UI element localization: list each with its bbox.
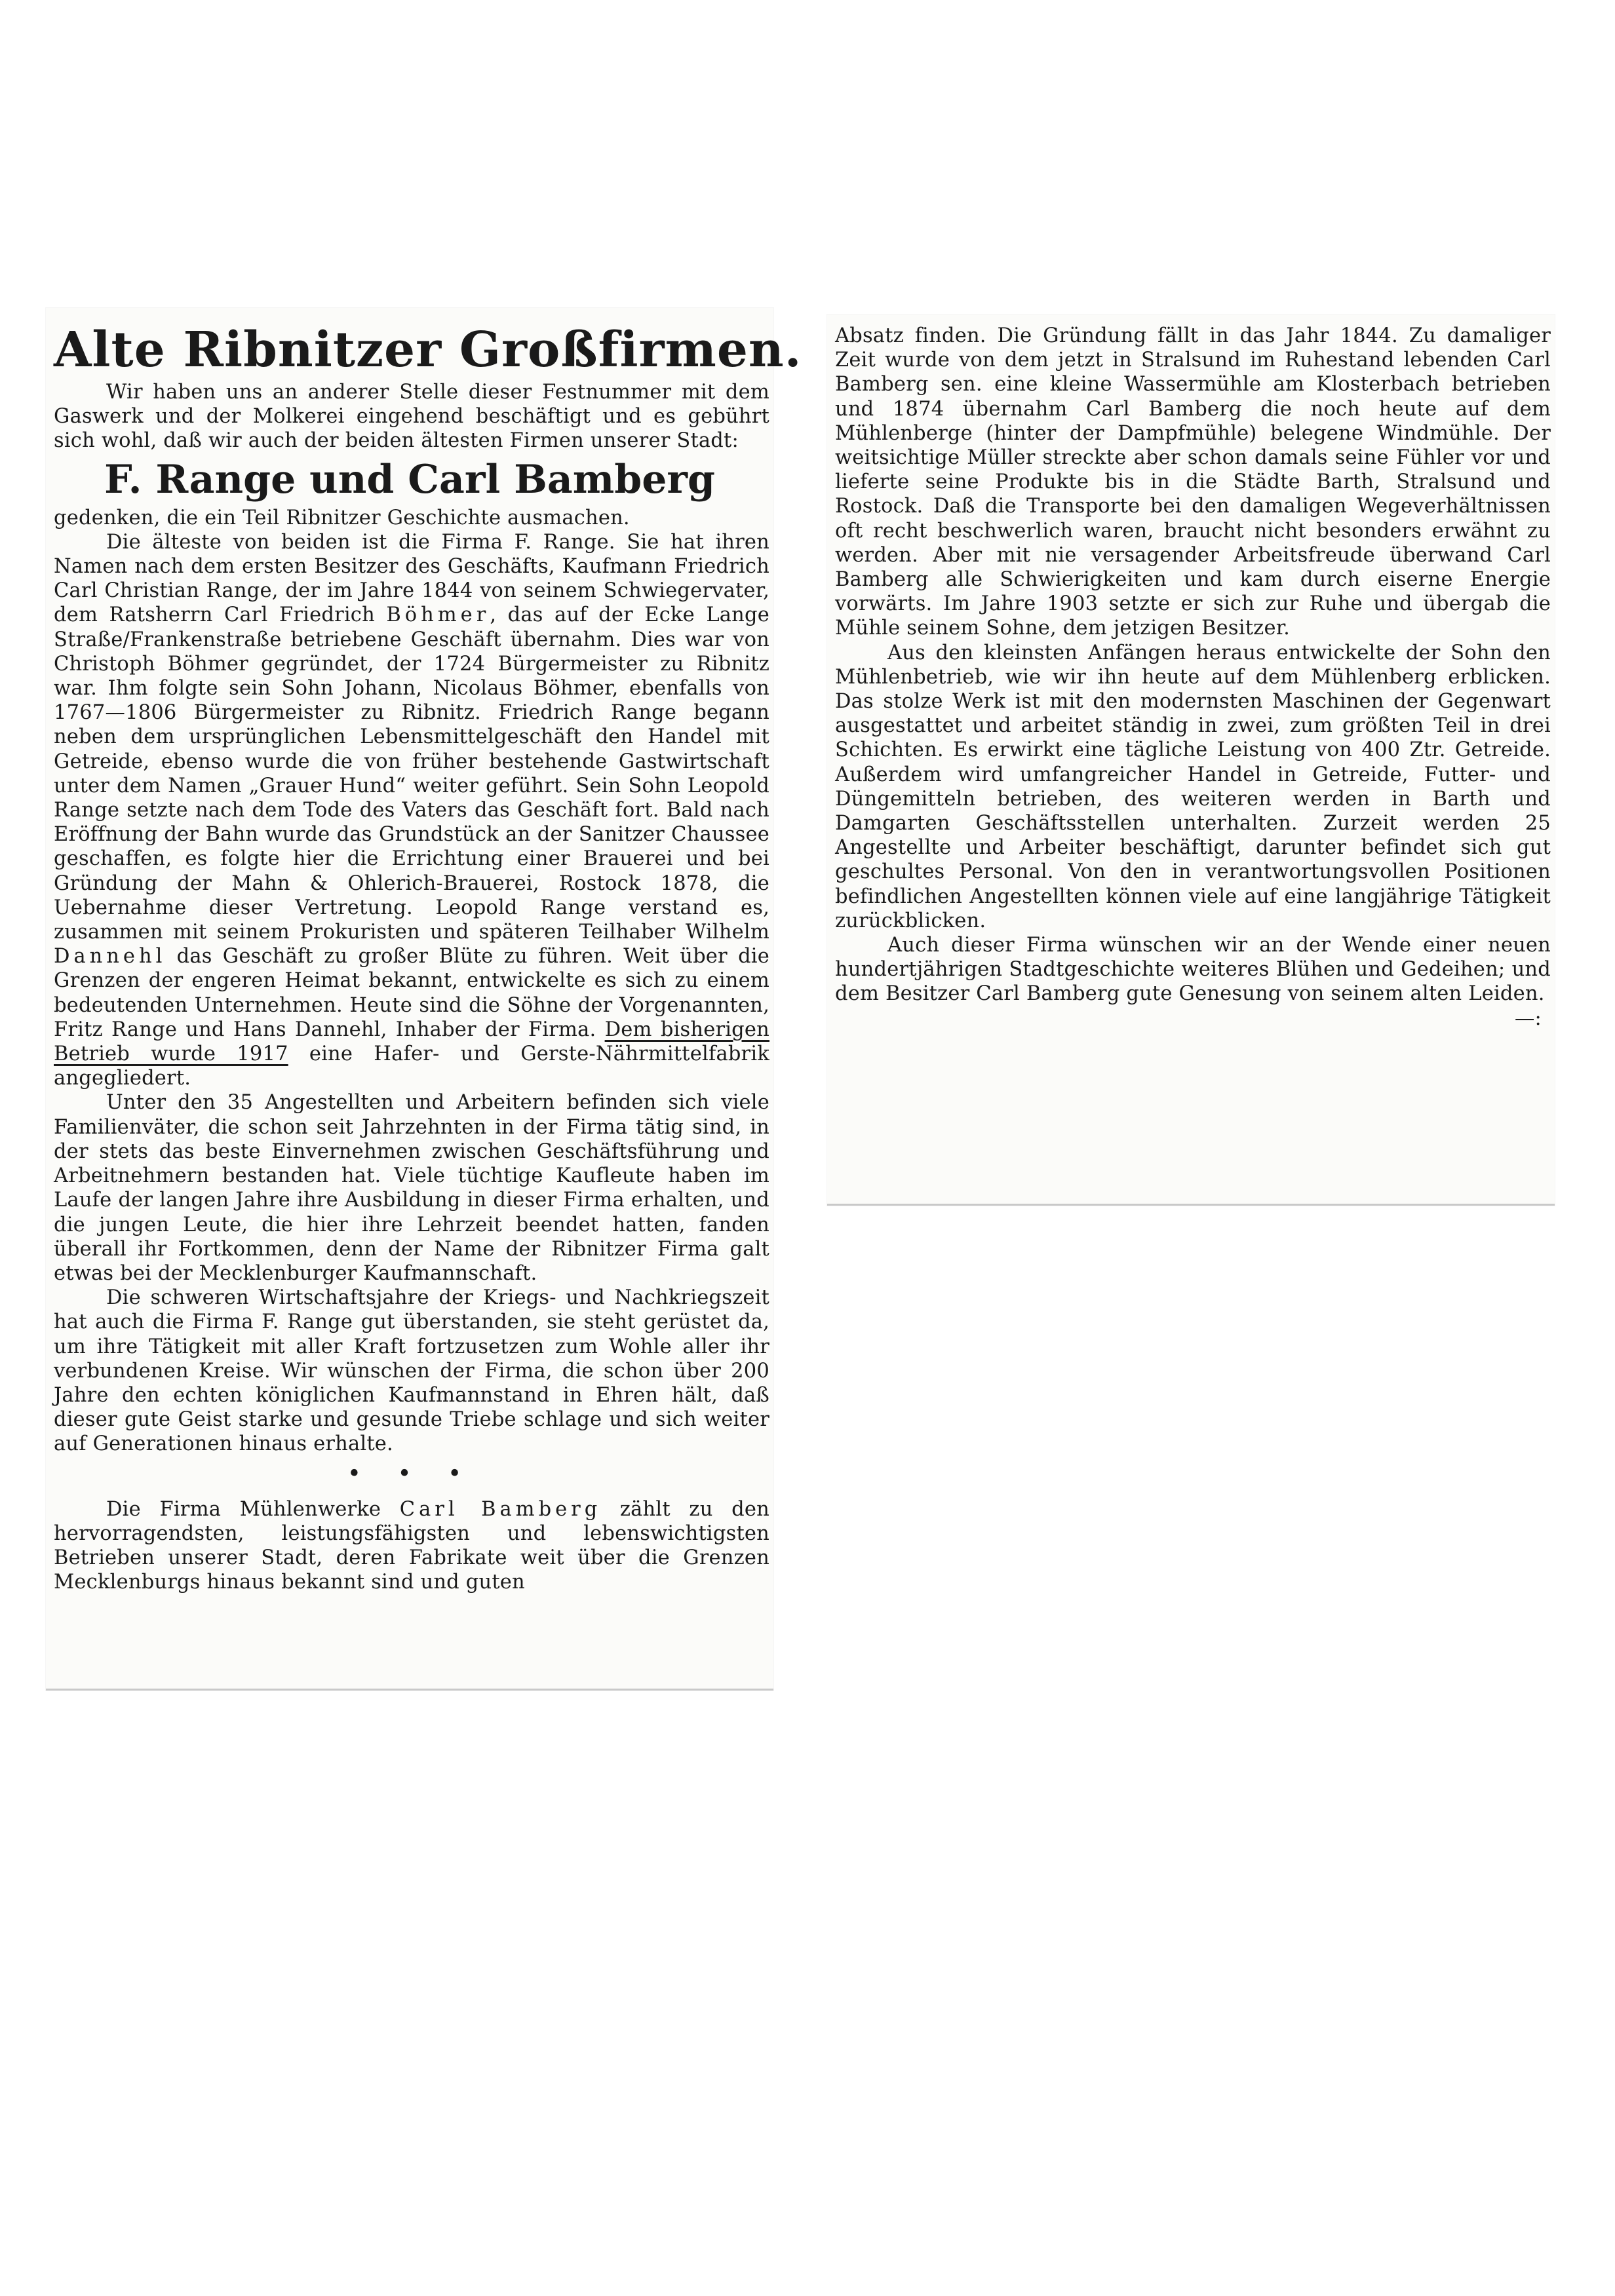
intro-end-line: gedenken, die ein Teil Ribnitzer Geschichte ausmachen. — [54, 506, 630, 529]
bamberg-paragraph-3: Auch dieser Firma wünschen wir an der Wende einer neuen hundertjährigen Stadtgeschichte weiteres Blühen und Gedeihen; und dem Besitzer Carl Bamberg gute Genesung von seinem alten Leiden. —: — [835, 934, 1551, 1030]
underlined-phrase: Dem bisherigen Betrieb wurde 1917 — [54, 1018, 769, 1066]
name-dannehl: Dannehl — [54, 945, 166, 968]
article-body-left — [46, 380, 773, 453]
clip-edge — [827, 1204, 1555, 1206]
range-paragraph-2: Unter den 35 Angestellten und Arbeitern befinden sich viele Familienväter, die schon seit Jahrzehnten in der Firma tätig sind, in der stets das beste Einvernehmen zwischen Geschäftsführung und Arbeitnehmern bestanden hat. Viele tüchtige Kaufleute haben im Laufe der langen Jahre ihre Ausbildung in dieser Firma erhalten, und die jungen Leute, die hier ihre Lehrzeit beendet hatten, fanden überall ihr Fortkommen, denn der Name der Ribnitzer Firma galt etwas bei der Mecklenburger Kaufmannschaft. — [54, 1091, 769, 1285]
article-clipping-right — [827, 315, 1555, 1206]
bamberg-paragraph-2: Aus den kleinsten Anfängen heraus entwickelte der Sohn den Mühlenbetrieb, wie wir ihn heute auf dem Mühlenberg erblicken. Das stolze Werk ist mit den modernsten Maschinen der Gegenwart ausgestattet und arbeitet ständig in zwei, zum größten Teil in drei Schichten. Es erwirkt eine tägliche Leistung von 400 Ztr. Getreide. Außerdem wird umfangreicher Handel in Getreide, Futter- und Düngemitteln betrieben, des weiteren werden in Barth und Damgarten Geschäftsstellen unterhalten. Zurzeit werden 25 Angestellte und Arbeiter beschäftigt, darunter befindet sich gut geschultes Personal. Von den in verantwortungsvollen Positionen befindlichen Angestellten können viele auf eine langjährige Tätigkeit zurückblicken. — [835, 641, 1551, 932]
name-boehmer: Böhmer — [386, 603, 490, 627]
article-clipping-left — [46, 308, 802, 1691]
article-body-right — [827, 315, 1555, 1030]
intro-paragraph: Wir haben uns an anderer Stelle dieser Festnummer mit dem Gaswerk und der Molkerei eingehend beschäftigt und es gebührt sich wohl, daß wir auch der beiden ältesten Firmen unserer Stadt: — [54, 381, 769, 453]
author-signoff: —: — [1514, 1006, 1542, 1030]
clip-edge — [46, 1689, 773, 1691]
range-paragraph-1: Die älteste von beiden ist die Firma F. Range. Sie hat ihren Namen nach dem ersten Besitzer des Geschäfts, Kaufmann Friedrich Carl Christian Range, der im Jahre 1844 von seinem Schwiegervater, dem Ratsherrn Carl Friedrich Böhmer, das auf der Ecke Lange Straße/Frankenstraße betriebene Geschäft übernahm. Dies war von Christoph Böhmer gegründet, der 1724 Bürgermeister zu Ribnitz war. Ihm folgte sein Sohn Johann, Nicolaus Böhmer, ebenfalls von 1767—1806 Bürgermeister zu Ribnitz. Friedrich Range begann neben dem ursprünglichen Lebensmittelgeschäft den Handel mit Getreide, ebenso wurde die von früher bestehende Gastwirtschaft unter dem Namen „Grauer Hund“ weiter geführt. Sein Sohn Leopold Range setzte nach dem Tode des Vaters das Geschäft fort. Bald nach Eröffnung der Bahn wurde das Grundstück an der Sanitzer Chaussee geschaffen, es folgte hier die Errichtung einer Brauerei und bei Gründung der Mahn & Ohlerich-Brauerei, Rostock 1878, die Uebernahme dieser Vertretung. Leopold Range verstand es, zusammen mit seinem Prokuristen und späteren Teilhaber Wilhelm Dannehl das Geschäft zu großer Blüte zu führen. Weit über die Grenzen der engeren Heimat bekannt, entwickelte es sich zu einem bedeutenden Unternehmen. Heute sind die Söhne der Vorgenannten, Fritz Range und Hans Dannehl, Inhaber der Firma. Dem bisherigen Betrieb wurde 1917 eine Hafer- und Gerste-Nährmittelfabrik angegliedert. — [54, 530, 769, 1090]
name-carl-bamberg: Carl Bamberg — [399, 1497, 602, 1521]
section-divider: • • • — [347, 1460, 477, 1487]
bamberg-paragraph-1: Die Firma Mühlenwerke Carl Bamberg zählt zu den hervorragendsten, leistungsfähigsten und lebenswichtigsten Betrieben unserer Stadt, deren Fabrikate weit über die Grenzen Mecklenburgs hinaus bekannt sind und guten — [54, 1497, 769, 1594]
bamberg-paragraph-1-continued: Absatz finden. Die Gründung fällt in das Jahr 1844. Zu damaliger Zeit wurde von dem jetzt in Stralsund im Ruhestand lebenden Carl Bamberg sen. eine kleine Wassermühle am Klosterbach betrieben und 1874 übernahm Carl Bamberg die noch heute auf dem Mühlenberge (hinter der Dampfmühle) belegene Windmühle. Der weitsichtige Müller streckte aber schon damals seine Fühler vor und lieferte seine Produkte bis in die Städte Barth, Stralsund und Rostock. Daß die Transporte bei den damaligen Wegeverhältnissen oft recht beschwerlich waren, braucht nicht besonders erwähnt zu werden. Aber mit nie versagender Arbeitsfreude überwand Carl Bamberg alle Schwierigkeiten und kam durch eiserne Energie vorwärts. Im Jahre 1903 setzte er sich zur Ruhe und übergab die Mühle seinem Sohne, dem jetzigen Besitzer. — [835, 324, 1551, 640]
range-paragraph-3: Die schweren Wirtschaftsjahre der Kriegs- und Nachkriegszeit hat auch die Firma F. Range gut überstanden, sie steht gerüstet da, um ihre Tätigkeit mit aller Kraft fortzusetzen zum Wohle aller ihr verbundenen Kreise. Wir wünschen der Firma, die schon über 200 Jahre den echten königlichen Kaufmannstand in Ehren hält, daß dieser gute Geist starke und gesunde Triebe schlage und sich weiter auf Generationen hinaus erhalte. — [54, 1286, 769, 1456]
article-subheadline: F. Range und Carl Bamberg — [104, 456, 715, 503]
range-section — [46, 506, 773, 1595]
article-headline: Alte Ribnitzer Großfirmen. — [54, 322, 802, 378]
